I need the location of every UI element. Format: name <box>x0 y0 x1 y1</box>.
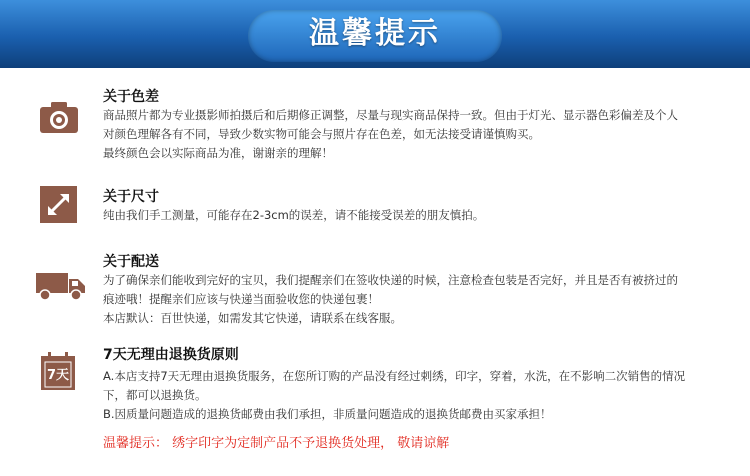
section-body-delivery <box>103 271 678 328</box>
section-line: B.因质量问题造成的退换货邮费由我们承担，非质量问题造成的退换货邮费由买家承担！ <box>103 407 552 421</box>
camera-icon <box>40 101 78 133</box>
banner <box>0 0 750 68</box>
notice-label: 温馨提示： <box>103 436 169 451</box>
notice-text: 绣字印字为定制产品不予退换货处理， 敬请谅解 <box>172 436 450 451</box>
calendar-7-days-icon <box>41 352 75 390</box>
section-line: A.本店支持7天无理由退换货服务，在您所订购的产品没有经过剌绣，印字，穿着，水洗，在不影响二次销售的情况 <box>103 369 686 383</box>
truck-icon <box>36 271 86 301</box>
section-body-return <box>103 367 723 424</box>
section-title-delivery: 关于配送 <box>103 254 159 270</box>
section-title-return: 7天无理由退换货原则 <box>103 347 239 363</box>
section-line: 痕迹哦！提醒亲们应该与快递当面验收您的快递包裹！ <box>103 292 379 306</box>
section-title-color: 关于色差 <box>103 89 159 105</box>
section-body-size <box>103 206 484 225</box>
banner-title: 温馨提示 <box>309 16 441 51</box>
section-line: 下，都可以退换货。 <box>103 388 207 402</box>
section-line: 本店默认：百世快递，如需发其它快递，请联系在线客服。 <box>103 311 402 325</box>
calendar-label: 7天 <box>46 368 70 383</box>
custom-notice <box>103 432 449 451</box>
section-line: 纯由我们手工测量，可能存在2-3cm的误差，请不能接受误差的朋友慎拍。 <box>103 208 485 222</box>
section-line: 为了确保亲们能收到完好的宝贝，我们提醒亲们在签收快递的时候，注意检查包装是否完好，并且是否有被挤过的 <box>103 273 678 287</box>
resize-arrow-icon <box>40 186 77 223</box>
section-title-size: 关于尺寸 <box>103 189 159 205</box>
section-line: 商品照片都为专业摄影师拍摄后和后期修正调整，尽量与现实商品保持一致。但由于灯光、显示器色彩偏差及个人 <box>103 108 678 122</box>
section-body-color <box>103 106 678 163</box>
section-line: 对颜色理解各有不同，导致少数实物可能会与照片存在色差，如无法接受请谨慎购买。 <box>103 127 540 141</box>
section-line: 最终颜色会以实际商品为准，谢谢亲的理解！ <box>103 146 333 160</box>
